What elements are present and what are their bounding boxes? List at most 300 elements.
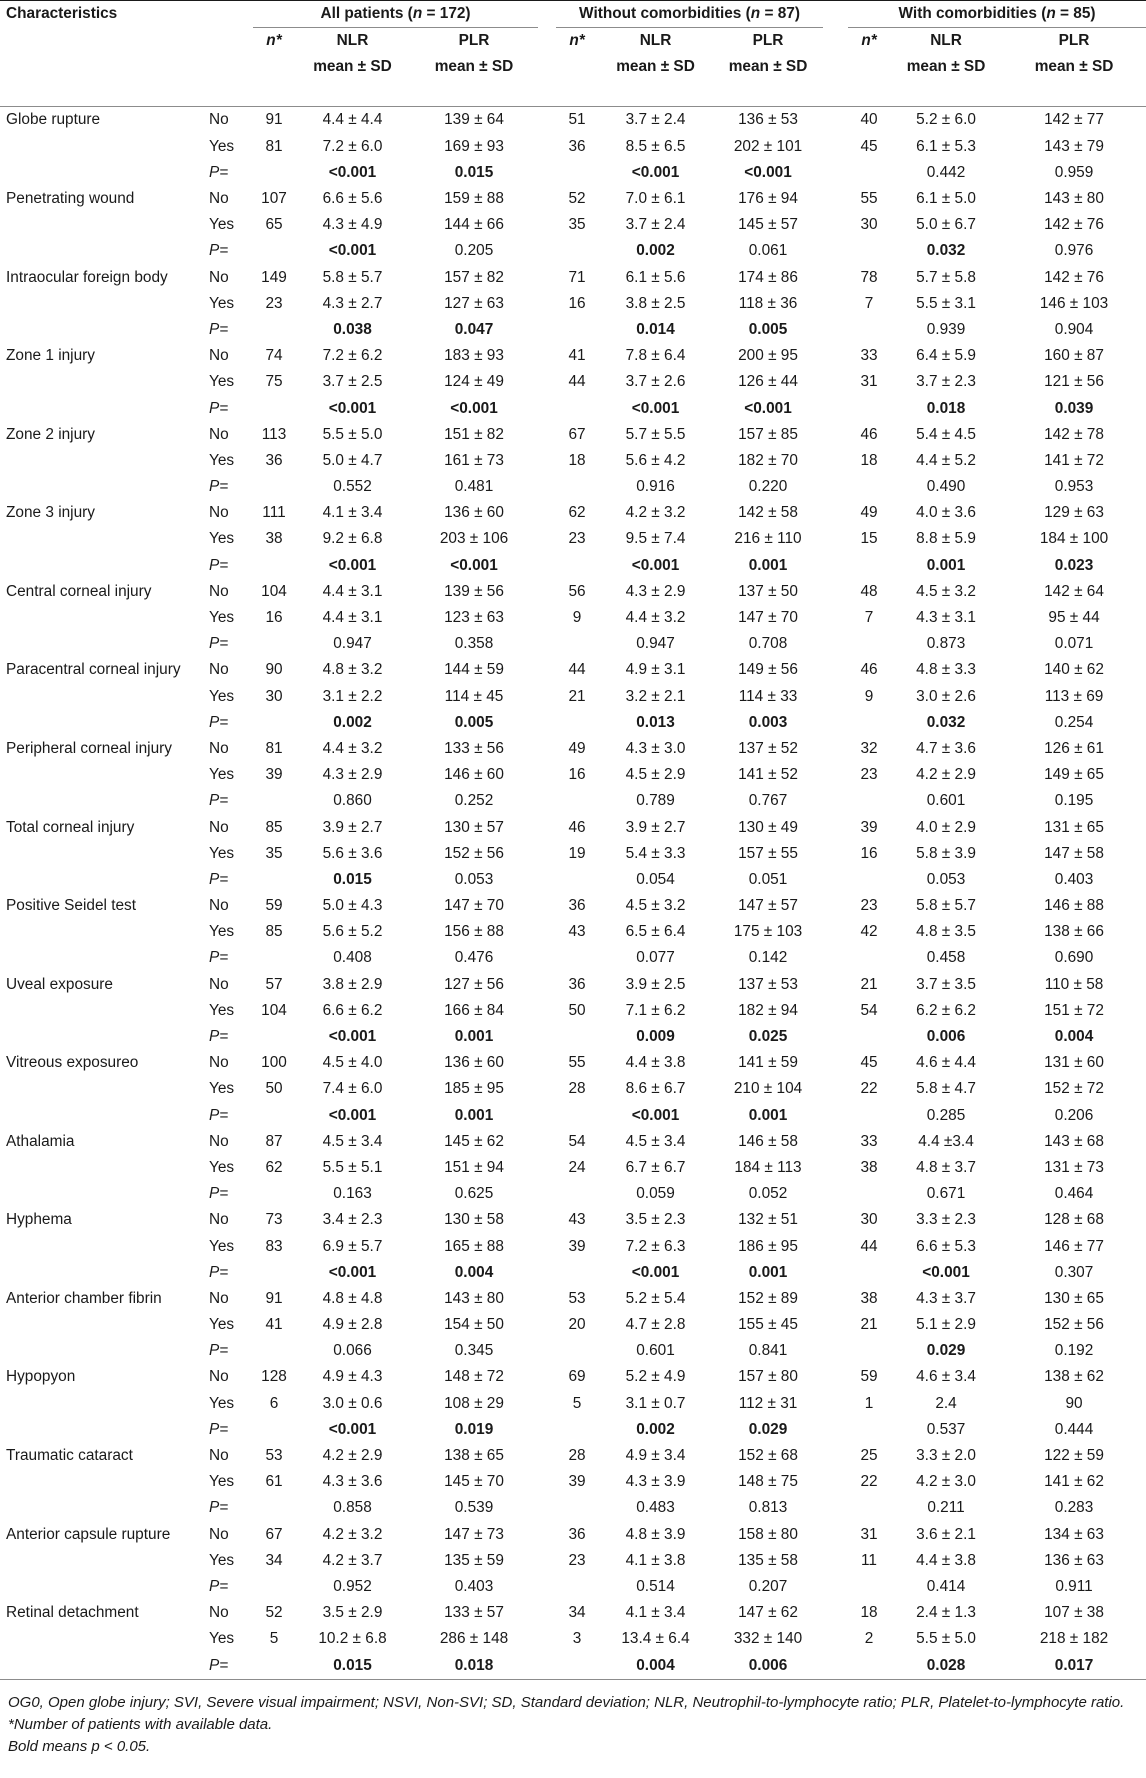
row-characteristic: Retinal detachment xyxy=(6,1604,139,1622)
row-answer-label: Yes xyxy=(209,687,235,705)
cell-nlr: 3.7 ± 2.3 xyxy=(916,373,976,391)
cell-plr: 128 ± 68 xyxy=(1044,1211,1104,1229)
cell-plr: 141 ± 62 xyxy=(1044,1473,1104,1491)
cell-nlr: 3.0 ± 2.6 xyxy=(916,687,976,705)
cell-p-plr: 0.025 xyxy=(748,1028,788,1046)
table-row xyxy=(0,526,1146,552)
header-plr-without-l1: PLR xyxy=(752,32,784,50)
cell-p-nlr: <0.001 xyxy=(328,556,377,574)
cell-n: 41 xyxy=(265,1316,283,1334)
cell-n: 75 xyxy=(265,373,283,391)
cell-n: 74 xyxy=(265,347,283,365)
table-row xyxy=(0,579,1146,605)
cell-nlr: 4.3 ± 2.9 xyxy=(322,766,383,784)
cell-nlr: 7.2 ± 6.0 xyxy=(322,137,383,155)
row-characteristic: Zone 1 injury xyxy=(6,347,95,365)
cell-nlr: 6.6 ± 5.3 xyxy=(916,1237,976,1255)
cell-nlr: 4.5 ± 3.2 xyxy=(625,897,686,915)
cell-nlr: 4.5 ± 3.2 xyxy=(916,582,976,600)
table-header xyxy=(0,1,1146,107)
cell-p-nlr: 0.860 xyxy=(333,792,372,810)
cell-plr: 146 ± 58 xyxy=(738,1132,798,1150)
row-characteristic: Penetrating wound xyxy=(6,190,135,208)
row-characteristic: Zone 2 injury xyxy=(6,425,95,443)
row-answer-label: No xyxy=(209,661,229,679)
cell-plr: 143 ± 80 xyxy=(444,1289,504,1307)
cell-plr: 127 ± 56 xyxy=(444,975,504,993)
p-label: P= xyxy=(209,1577,229,1595)
cell-nlr: 4.8 ± 3.3 xyxy=(916,661,976,679)
row-answer-label: Yes xyxy=(209,844,235,862)
cell-plr: 183 ± 93 xyxy=(444,347,504,365)
footnote-bold: Bold means p < 0.05. xyxy=(8,1737,151,1755)
cell-n: 45 xyxy=(860,1054,878,1072)
cell-plr: 147 ± 70 xyxy=(738,609,798,627)
cell-plr: 142 ± 76 xyxy=(1044,268,1104,286)
row-answer-label: No xyxy=(209,1447,229,1465)
cell-plr: 132 ± 51 xyxy=(738,1211,798,1229)
cell-plr: 149 ± 65 xyxy=(1044,766,1104,784)
cell-p-nlr: 0.483 xyxy=(636,1499,675,1517)
cell-n: 18 xyxy=(860,451,878,469)
cell-plr: 122 ± 59 xyxy=(1044,1447,1104,1465)
cell-n: 44 xyxy=(568,373,586,391)
cell-p-plr: <0.001 xyxy=(450,399,498,417)
cell-nlr: 4.9 ± 4.3 xyxy=(322,1368,383,1386)
cell-plr: 137 ± 50 xyxy=(738,582,798,600)
cell-n: 91 xyxy=(265,111,283,129)
cell-n: 16 xyxy=(860,844,878,862)
cell-n: 54 xyxy=(860,1001,878,1019)
table-row xyxy=(0,919,1146,945)
row-answer-label: Yes xyxy=(209,609,235,627)
table-row-pvalue xyxy=(0,1417,1146,1443)
table-row xyxy=(0,1443,1146,1469)
cell-p-nlr: 0.002 xyxy=(636,242,675,260)
table-row xyxy=(0,448,1146,474)
cell-nlr: 3.9 ± 2.5 xyxy=(625,975,686,993)
cell-p-plr: 0.345 xyxy=(454,1342,494,1360)
cell-nlr: 6.4 ± 5.9 xyxy=(916,347,976,365)
cell-n: 55 xyxy=(568,1054,586,1072)
cell-n: 21 xyxy=(860,975,878,993)
table-row xyxy=(0,186,1146,212)
cell-nlr: 7.1 ± 6.2 xyxy=(625,1001,686,1019)
cell-nlr: 10.2 ± 6.8 xyxy=(318,1630,387,1648)
cell-nlr: 4.0 ± 3.6 xyxy=(916,504,976,522)
cell-p-plr: 0.254 xyxy=(1054,713,1094,731)
cell-nlr: 3.7 ± 2.5 xyxy=(322,373,383,391)
cell-p-nlr: 0.537 xyxy=(926,1420,966,1438)
cell-plr: 186 ± 95 xyxy=(738,1237,798,1255)
header-group-all: All patients (n = 172) xyxy=(253,1,538,28)
cell-p-plr: 0.195 xyxy=(1054,792,1094,810)
cell-p-plr: 0.976 xyxy=(1054,242,1094,260)
cell-plr: 137 ± 53 xyxy=(738,975,798,993)
cell-nlr: 4.3 ± 2.9 xyxy=(625,582,686,600)
row-characteristic: Positive Seidel test xyxy=(6,897,137,915)
cell-plr: 113 ± 69 xyxy=(1044,687,1104,705)
p-label: P= xyxy=(209,1499,229,1517)
table-row-pvalue xyxy=(0,945,1146,971)
cell-p-nlr: <0.001 xyxy=(328,1106,377,1124)
cell-nlr: 4.3 ± 2.7 xyxy=(322,294,383,312)
cell-n: 46 xyxy=(568,818,586,836)
p-label: P= xyxy=(209,399,229,417)
p-label: P= xyxy=(209,949,229,967)
header-plr-all-l1: PLR xyxy=(458,32,490,50)
cell-nlr: 5.1 ± 2.9 xyxy=(916,1316,976,1334)
cell-nlr: 5.5 ± 5.1 xyxy=(322,1158,383,1176)
cell-p-plr: 0.207 xyxy=(748,1577,788,1595)
cell-p-nlr: 0.038 xyxy=(333,320,372,338)
cell-plr: 210 ± 104 xyxy=(733,1080,803,1098)
header-nlr-without-l2: mean ± SD xyxy=(616,58,695,76)
cell-n: 62 xyxy=(568,504,586,522)
cell-plr: 332 ± 140 xyxy=(733,1630,803,1648)
cell-plr: 166 ± 84 xyxy=(444,1001,504,1019)
cell-plr: 182 ± 70 xyxy=(738,451,798,469)
cell-nlr: 5.0 ± 4.7 xyxy=(322,451,383,469)
cell-n: 73 xyxy=(265,1211,283,1229)
row-answer-label: No xyxy=(209,739,229,757)
cell-nlr: 2.4 ± 1.3 xyxy=(916,1604,976,1622)
cell-n: 7 xyxy=(864,609,874,627)
cell-nlr: 4.3 ± 3.1 xyxy=(916,609,976,627)
cell-nlr: 3.8 ± 2.5 xyxy=(625,294,686,312)
cell-plr: 286 ± 148 xyxy=(439,1630,509,1648)
row-characteristic: Intraocular foreign body xyxy=(6,268,168,286)
cell-n: 28 xyxy=(568,1447,586,1465)
table-body xyxy=(0,107,1146,1679)
table-row-pvalue xyxy=(0,395,1146,421)
cell-p-nlr: 0.032 xyxy=(926,242,966,260)
table-row-pvalue xyxy=(0,631,1146,657)
table-row xyxy=(0,605,1146,631)
cell-n: 15 xyxy=(860,530,878,548)
cell-nlr: 6.1 ± 5.3 xyxy=(916,137,976,155)
cell-n: 36 xyxy=(265,451,283,469)
cell-plr: 112 ± 31 xyxy=(738,1394,798,1412)
cell-nlr: 5.6 ± 3.6 xyxy=(322,844,383,862)
cell-nlr: 4.3 ± 4.9 xyxy=(322,216,383,234)
cell-p-nlr: 0.077 xyxy=(636,949,675,967)
cell-plr: 184 ± 100 xyxy=(1039,530,1109,548)
cell-p-plr: 0.283 xyxy=(1054,1499,1094,1517)
cell-plr: 133 ± 56 xyxy=(444,739,504,757)
cell-p-plr: 0.003 xyxy=(748,713,788,731)
cell-n: 44 xyxy=(860,1237,878,1255)
row-characteristic: Hypopyon xyxy=(6,1368,76,1386)
cell-n: 2 xyxy=(864,1630,874,1648)
cell-n: 62 xyxy=(265,1158,283,1176)
row-answer-label: Yes xyxy=(209,1394,235,1412)
cell-p-nlr: 0.601 xyxy=(636,1342,675,1360)
cell-plr: 157 ± 80 xyxy=(738,1368,798,1386)
cell-p-nlr: 0.002 xyxy=(636,1420,675,1438)
cell-p-nlr: 0.029 xyxy=(926,1342,966,1360)
cell-nlr: 4.5 ± 4.0 xyxy=(322,1054,383,1072)
cell-p-plr: 0.004 xyxy=(454,1263,494,1281)
cell-p-plr: 0.403 xyxy=(454,1577,494,1595)
row-answer-label: No xyxy=(209,1054,229,1072)
cell-p-nlr: 0.671 xyxy=(926,1185,966,1203)
row-answer-label: Yes xyxy=(209,451,235,469)
cell-n: 22 xyxy=(860,1473,878,1491)
cell-n: 50 xyxy=(265,1080,283,1098)
cell-n: 30 xyxy=(860,216,878,234)
row-answer-label: Yes xyxy=(209,1158,235,1176)
cell-p-nlr: <0.001 xyxy=(328,163,377,181)
p-label: P= xyxy=(209,635,229,653)
cell-n: 49 xyxy=(860,504,878,522)
cell-n: 33 xyxy=(860,347,878,365)
cell-nlr: 4.3 ± 3.9 xyxy=(625,1473,686,1491)
cell-p-plr: 0.052 xyxy=(748,1185,788,1203)
cell-nlr: 4.2 ± 3.2 xyxy=(322,1525,383,1543)
table-row xyxy=(0,369,1146,395)
cell-n: 38 xyxy=(265,530,283,548)
cell-n: 24 xyxy=(568,1158,586,1176)
cell-p-nlr: 0.002 xyxy=(333,713,372,731)
header-plr-with-l1: PLR xyxy=(1058,32,1090,50)
row-answer-label: No xyxy=(209,1211,229,1229)
table-row xyxy=(0,1469,1146,1495)
table-row xyxy=(0,1050,1146,1076)
cell-p-plr: 0.403 xyxy=(1054,870,1094,888)
cell-n: 81 xyxy=(265,137,283,155)
cell-p-plr: <0.001 xyxy=(450,556,498,574)
cell-plr: 141 ± 59 xyxy=(738,1054,798,1072)
cell-nlr: 3.1 ± 2.2 xyxy=(322,687,383,705)
cell-n: 21 xyxy=(568,687,586,705)
cell-p-plr: 0.476 xyxy=(454,949,494,967)
cell-nlr: 3.9 ± 2.7 xyxy=(322,818,383,836)
cell-nlr: 8.5 ± 6.5 xyxy=(625,137,686,155)
cell-nlr: 3.3 ± 2.0 xyxy=(916,1447,976,1465)
cell-n: 46 xyxy=(860,425,878,443)
cell-plr: 118 ± 36 xyxy=(738,294,798,312)
cell-nlr: 6.9 ± 5.7 xyxy=(322,1237,383,1255)
p-label: P= xyxy=(209,556,229,574)
table-row-pvalue xyxy=(0,474,1146,500)
row-answer-label: No xyxy=(209,268,229,286)
p-label: P= xyxy=(209,1420,229,1438)
cell-n: 23 xyxy=(860,766,878,784)
cell-nlr: 4.3 ± 3.6 xyxy=(322,1473,383,1491)
cell-p-nlr: 0.059 xyxy=(636,1185,675,1203)
cell-n: 69 xyxy=(568,1368,586,1386)
row-characteristic: Peripheral corneal injury xyxy=(6,739,172,757)
cell-p-nlr: 0.490 xyxy=(926,478,966,496)
cell-n: 39 xyxy=(860,818,878,836)
cell-p-plr: 0.023 xyxy=(1054,556,1094,574)
cell-n: 23 xyxy=(860,897,878,915)
cell-plr: 159 ± 88 xyxy=(444,190,504,208)
cell-n: 5 xyxy=(269,1630,279,1648)
cell-plr: 114 ± 45 xyxy=(444,687,504,705)
cell-n: 78 xyxy=(860,268,878,286)
p-label: P= xyxy=(209,1342,229,1360)
row-answer-label: Yes xyxy=(209,1473,235,1491)
row-answer-label: No xyxy=(209,1289,229,1307)
cell-plr: 184 ± 113 xyxy=(734,1158,802,1176)
cell-p-plr: 0.005 xyxy=(454,713,494,731)
table-row xyxy=(0,1207,1146,1233)
cell-plr: 136 ± 53 xyxy=(738,111,798,129)
table-row xyxy=(0,107,1146,134)
cell-p-plr: 0.690 xyxy=(1054,949,1094,967)
cell-nlr: 3.7 ± 2.4 xyxy=(625,216,686,234)
row-answer-label: Yes xyxy=(209,1080,235,1098)
cell-p-plr: 0.539 xyxy=(454,1499,494,1517)
cell-n: 40 xyxy=(860,111,878,129)
cell-plr: 157 ± 55 xyxy=(738,844,798,862)
cell-nlr: 5.0 ± 4.3 xyxy=(322,897,383,915)
cell-plr: 149 ± 56 xyxy=(738,661,798,679)
cell-p-plr: 0.220 xyxy=(748,478,788,496)
cell-n: 18 xyxy=(860,1604,878,1622)
cell-plr: 202 ± 101 xyxy=(733,137,803,155)
footnote-asterisk: *Number of patients with available data. xyxy=(8,1715,273,1733)
row-answer-label: Yes xyxy=(209,766,235,784)
cell-plr: 147 ± 58 xyxy=(1044,844,1104,862)
cell-nlr: 3.7 ± 2.4 xyxy=(625,111,686,129)
cell-nlr: 3.3 ± 2.3 xyxy=(916,1211,976,1229)
cell-plr: 142 ± 64 xyxy=(1044,582,1104,600)
cell-nlr: 9.2 ± 6.8 xyxy=(322,530,383,548)
cell-p-plr: 0.481 xyxy=(454,478,494,496)
table-row xyxy=(0,893,1146,919)
cell-n: 39 xyxy=(568,1237,586,1255)
cell-nlr: 13.4 ± 6.4 xyxy=(621,1630,690,1648)
cell-plr: 165 ± 88 xyxy=(444,1237,504,1255)
cell-plr: 134 ± 63 xyxy=(1044,1525,1104,1543)
header-n-without: n* xyxy=(569,32,585,50)
cell-nlr: 5.0 ± 6.7 xyxy=(916,216,976,234)
table-row xyxy=(0,1129,1146,1155)
table-row-pvalue xyxy=(0,317,1146,343)
cell-nlr: 6.6 ± 5.6 xyxy=(322,190,383,208)
table-row-pvalue xyxy=(0,788,1146,814)
p-label: P= xyxy=(209,870,229,888)
header-nlr-with-l2: mean ± SD xyxy=(906,58,986,76)
cell-n: 41 xyxy=(568,347,586,365)
cell-nlr: 4.2 ± 3.2 xyxy=(625,504,686,522)
cell-p-nlr: <0.001 xyxy=(328,1028,377,1046)
cell-n: 107 xyxy=(261,190,287,208)
table-row xyxy=(0,1391,1146,1417)
cell-p-nlr: 0.014 xyxy=(636,320,675,338)
cell-plr: 126 ± 44 xyxy=(738,373,798,391)
row-answer-label: No xyxy=(209,1604,229,1622)
table-row xyxy=(0,1522,1146,1548)
cell-plr: 146 ± 103 xyxy=(1039,294,1109,312)
cell-n: 49 xyxy=(568,739,586,757)
cell-p-nlr: 0.211 xyxy=(927,1499,965,1517)
cell-n: 36 xyxy=(568,975,586,993)
cell-plr: 148 ± 75 xyxy=(738,1473,798,1491)
table-row-pvalue xyxy=(0,1181,1146,1207)
cell-n: 36 xyxy=(568,1525,586,1543)
cell-p-nlr: 0.408 xyxy=(333,949,372,967)
cell-nlr: 4.6 ± 3.4 xyxy=(916,1368,976,1386)
cell-nlr: 5.8 ± 4.7 xyxy=(916,1080,976,1098)
cell-plr: 136 ± 63 xyxy=(1044,1551,1104,1569)
cell-nlr: 3.1 ± 0.7 xyxy=(625,1394,686,1412)
table-row-pvalue xyxy=(0,1338,1146,1364)
cell-n: 48 xyxy=(860,582,878,600)
cell-p-nlr: 0.028 xyxy=(890,1652,1002,1679)
cell-nlr: 8.6 ± 6.7 xyxy=(625,1080,686,1098)
cell-plr: 137 ± 52 xyxy=(738,739,798,757)
table-row xyxy=(0,1364,1146,1390)
cell-nlr: 5.2 ± 5.4 xyxy=(625,1289,686,1307)
cell-n: 56 xyxy=(568,582,586,600)
header-plr-without-l2: mean ± SD xyxy=(728,58,808,76)
cell-nlr: 4.5 ± 2.9 xyxy=(625,766,686,784)
cell-p-plr: 0.959 xyxy=(1054,163,1094,181)
cell-p-plr: 0.004 xyxy=(1054,1028,1094,1046)
cell-nlr: 4.2 ± 3.7 xyxy=(322,1551,383,1569)
header-n-all: n* xyxy=(266,32,282,50)
cell-nlr: 4.9 ± 3.4 xyxy=(625,1447,686,1465)
cell-n: 19 xyxy=(568,844,586,862)
cell-p-plr: 0.192 xyxy=(1054,1342,1094,1360)
table-row xyxy=(0,1548,1146,1574)
cell-plr: 146 ± 77 xyxy=(1044,1237,1104,1255)
cell-nlr: 4.2 ± 3.0 xyxy=(916,1473,976,1491)
cell-p-plr: 0.358 xyxy=(454,635,494,653)
row-answer-label: No xyxy=(209,897,229,915)
cell-nlr: 9.5 ± 7.4 xyxy=(625,530,686,548)
table-row xyxy=(0,762,1146,788)
cell-plr: 200 ± 95 xyxy=(738,347,798,365)
cell-p-nlr: 0.015 xyxy=(333,870,372,888)
cell-n: 67 xyxy=(265,1525,283,1543)
row-answer-label: Yes xyxy=(209,294,235,312)
cell-nlr: 4.5 ± 3.4 xyxy=(322,1132,383,1150)
cell-p-nlr: <0.001 xyxy=(328,399,377,417)
cell-plr: 124 ± 49 xyxy=(444,373,504,391)
cell-plr: 130 ± 65 xyxy=(1044,1289,1104,1307)
cell-plr: 138 ± 65 xyxy=(444,1447,504,1465)
cell-plr: 142 ± 77 xyxy=(1044,111,1104,129)
cell-nlr: 4.3 ± 3.7 xyxy=(916,1289,976,1307)
cell-n: 54 xyxy=(568,1132,586,1150)
header-nlr-all-l2: mean ± SD xyxy=(313,58,392,76)
cell-nlr: 3.0 ± 0.6 xyxy=(322,1394,383,1412)
cell-plr: 146 ± 60 xyxy=(444,766,504,784)
cell-n: 59 xyxy=(265,897,283,915)
row-characteristic: Anterior chamber fibrin xyxy=(6,1289,162,1307)
table-row xyxy=(0,1076,1146,1102)
cell-n: 28 xyxy=(568,1080,586,1098)
cell-p-nlr: 0.054 xyxy=(636,870,675,888)
cell-plr: 157 ± 82 xyxy=(444,268,504,286)
header-row-columns xyxy=(0,28,1146,81)
cell-p-nlr: 0.006 xyxy=(926,1028,966,1046)
cell-p-plr: 0.767 xyxy=(748,792,788,810)
cell-plr: 138 ± 62 xyxy=(1044,1368,1104,1386)
table-row xyxy=(0,291,1146,317)
cell-n: 149 xyxy=(261,268,287,286)
row-answer-label: Yes xyxy=(209,1551,235,1569)
header-nlr-with-l1: NLR xyxy=(930,32,962,50)
p-label: P= xyxy=(209,1185,229,1203)
cell-n: 71 xyxy=(568,268,586,286)
p-label: P= xyxy=(209,478,229,496)
